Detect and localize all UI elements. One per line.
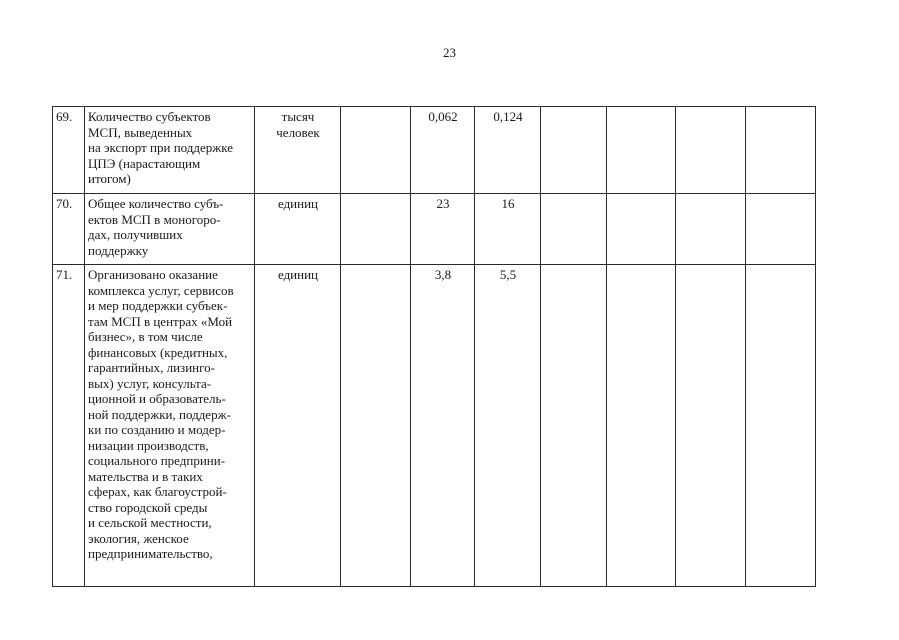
empty-cell — [341, 265, 411, 587]
empty-cell — [341, 107, 411, 194]
empty-cell — [607, 265, 676, 587]
empty-cell — [676, 194, 746, 265]
empty-cell — [541, 265, 607, 587]
value-cell: 5,5 — [475, 265, 541, 587]
unit-of-measure: тысяч человек — [255, 107, 341, 194]
empty-cell — [746, 107, 816, 194]
value-cell: 23 — [411, 194, 475, 265]
indicator-description: Организовано оказание комплекса услуг, сервисов и мер поддержки субъек- там МСП в центрах «Мой бизнес», в том числе финансовых (кредитных, гарантийных, лизинго- вых) услуг, консульта- ционной и образователь- ной поддержки, поддерж- ки по созданию и модер- низации производств, социального предприни- мательства и в таких сферах, как благоустрой- ство городской среды и сельской местности, экология, женское предпринимательство, — [85, 265, 255, 587]
indicator-description: Количество субъектов МСП, выведенных на экспорт при поддержке ЦПЭ (нарастающим итогом) — [85, 107, 255, 194]
indicator-table — [52, 106, 816, 587]
value-cell: 0,124 — [475, 107, 541, 194]
table-row — [53, 194, 816, 265]
row-number: 71. — [53, 265, 85, 587]
table-row — [53, 265, 816, 587]
empty-cell — [676, 265, 746, 587]
empty-cell — [746, 265, 816, 587]
row-number: 70. — [53, 194, 85, 265]
empty-cell — [541, 194, 607, 265]
row-number: 69. — [53, 107, 85, 194]
value-cell: 0,062 — [411, 107, 475, 194]
indicator-description: Общее количество субъ- ектов МСП в моногоро- дах, получивших поддержку — [85, 194, 255, 265]
empty-cell — [607, 107, 676, 194]
empty-cell — [746, 194, 816, 265]
empty-cell — [676, 107, 746, 194]
empty-cell — [607, 194, 676, 265]
table-row — [53, 107, 816, 194]
value-cell: 3,8 — [411, 265, 475, 587]
page-number: 23 — [443, 45, 456, 60]
unit-of-measure: единиц — [255, 194, 341, 265]
unit-of-measure: единиц — [255, 265, 341, 587]
empty-cell — [341, 194, 411, 265]
value-cell: 16 — [475, 194, 541, 265]
empty-cell — [541, 107, 607, 194]
